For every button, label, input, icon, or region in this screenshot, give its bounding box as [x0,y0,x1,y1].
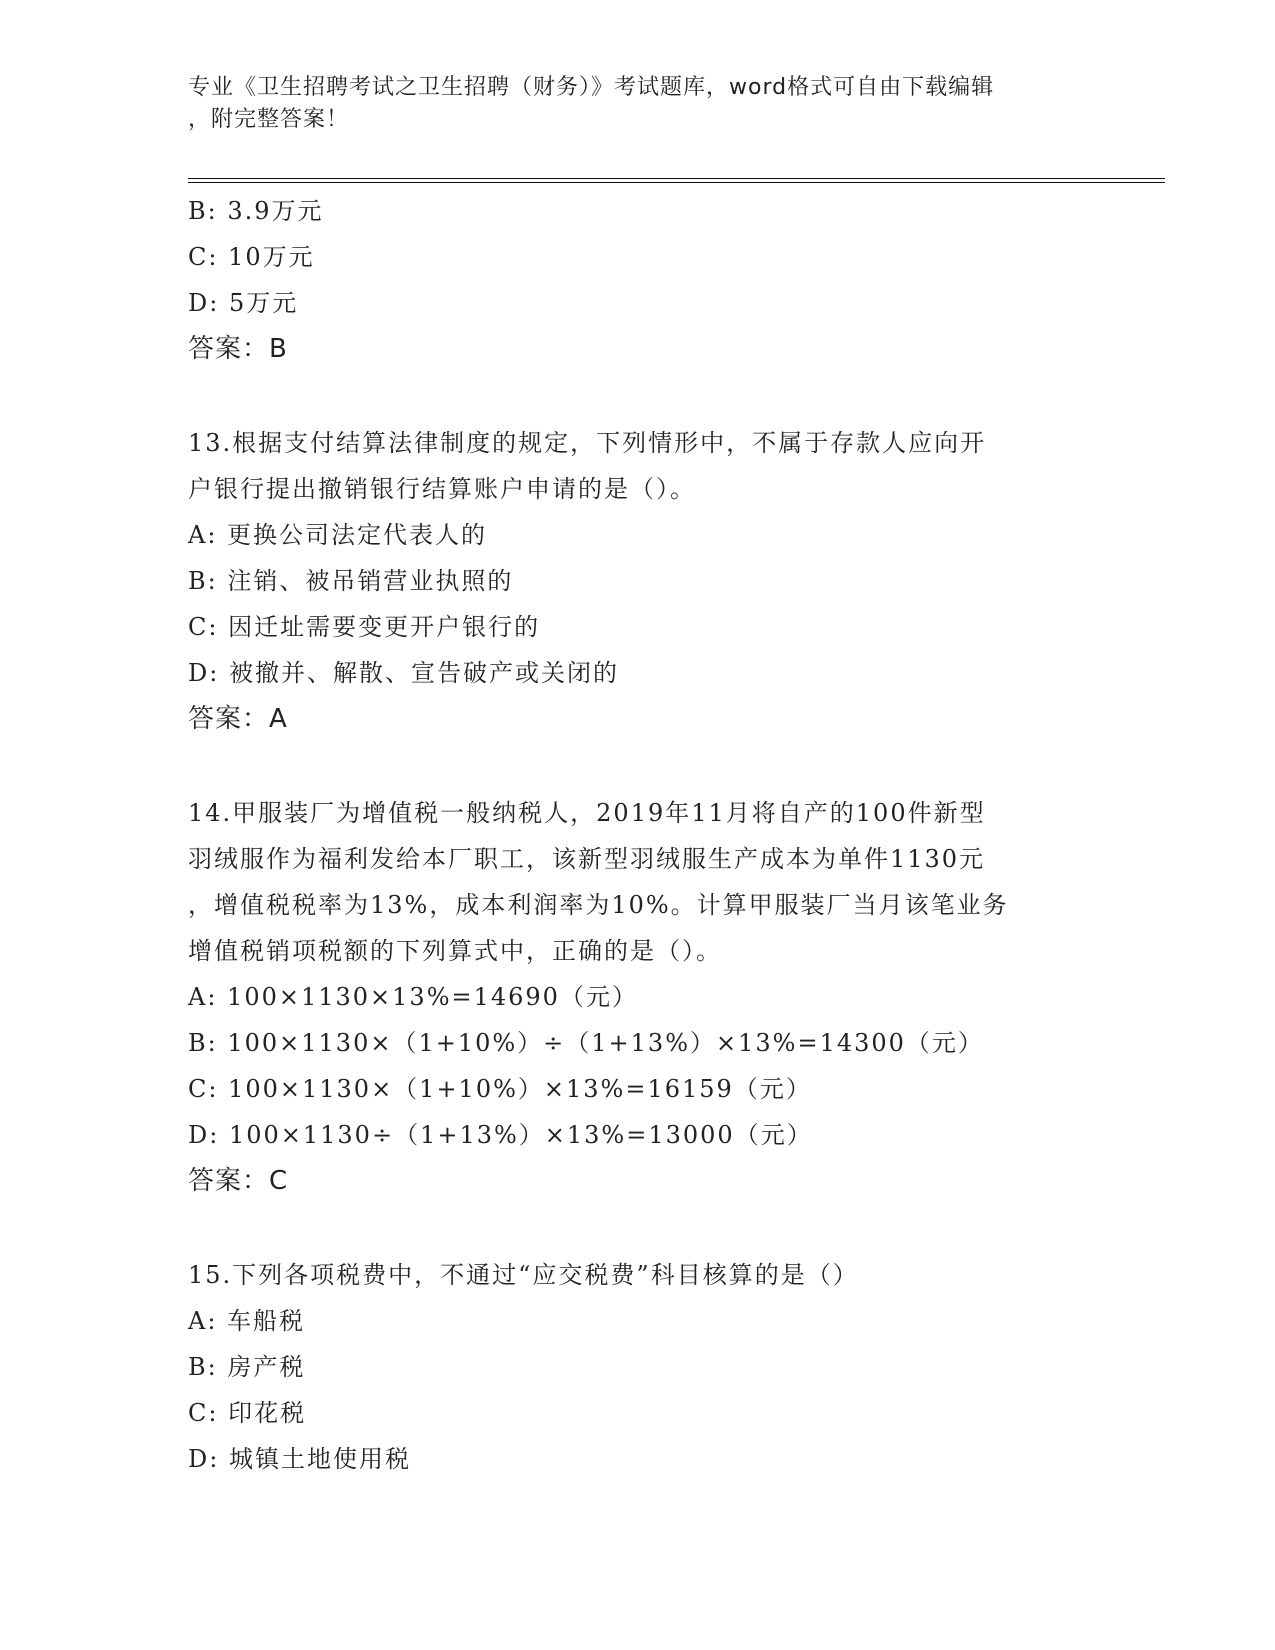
question-stem: 15.下列各项税费中，不通过“应交税费”科目核算的是（） [188,1261,859,1289]
spacer [188,1204,1088,1252]
question-stem: 户银行提出撤销银行结算账户申请的是（）。 [188,475,696,503]
answer: 答案：B [188,334,288,364]
option-b: B: 注销、被吊销营业执照的 [188,567,514,595]
answer: 答案：C [188,1166,289,1196]
option-a: A: 100×1130×13%=14690（元） [188,983,638,1011]
option-d: D: 被撤并、解散、宣告破产或关闭的 [188,659,619,687]
question-content [188,188,1088,1482]
question-14 [188,790,1088,1204]
question-stem: 羽绒服作为福利发给本厂职工，该新型羽绒服生产成本为单件1130元 [188,845,986,873]
question-12-tail [188,188,1088,372]
option-b: B: 3.9万元 [188,197,324,225]
question-stem: 13.根据支付结算法律制度的规定，下列情形中，不属于存款人应向开 [188,429,987,457]
spacer [188,742,1088,790]
header-line-2: ，附完整答案！ [188,107,350,132]
option-a: A: 更换公司法定代表人的 [188,521,488,549]
question-15 [188,1252,1088,1482]
question-13 [188,420,1088,742]
option-c: C: 因迁址需要变更开户银行的 [188,613,541,641]
option-a: A: 车船税 [188,1307,306,1335]
option-b: B: 100×1130×（1+10%）÷（1+13%）×13%=14300（元） [188,1029,984,1057]
question-stem: 14.甲服装厂为增值税一般纳税人，2019年11月将自产的100件新型 [188,799,986,827]
question-stem: 增值税销项税额的下列算式中，正确的是（）。 [188,937,722,965]
document-header [188,72,1088,136]
option-b: B: 房产税 [188,1353,306,1381]
answer: 答案：A [188,704,288,734]
header-divider [188,178,1165,183]
option-c: C: 10万元 [188,243,315,271]
header-line-1: 专业《卫生招聘考试之卫生招聘（财务）》考试题库，word格式可自由下载编辑 [188,75,995,100]
option-d: D: 城镇土地使用税 [188,1445,411,1473]
option-c: C: 印花税 [188,1399,307,1427]
question-stem: ，增值税税率为13%，成本利润率为10%。计算甲服装厂当月该笔业务 [188,891,1009,919]
spacer [188,372,1088,420]
option-d: D: 5万元 [188,289,299,317]
option-c: C: 100×1130×（1+10%）×13%=16159（元） [188,1075,812,1103]
option-d: D: 100×1130÷（1+13%）×13%=13000（元） [188,1121,813,1149]
